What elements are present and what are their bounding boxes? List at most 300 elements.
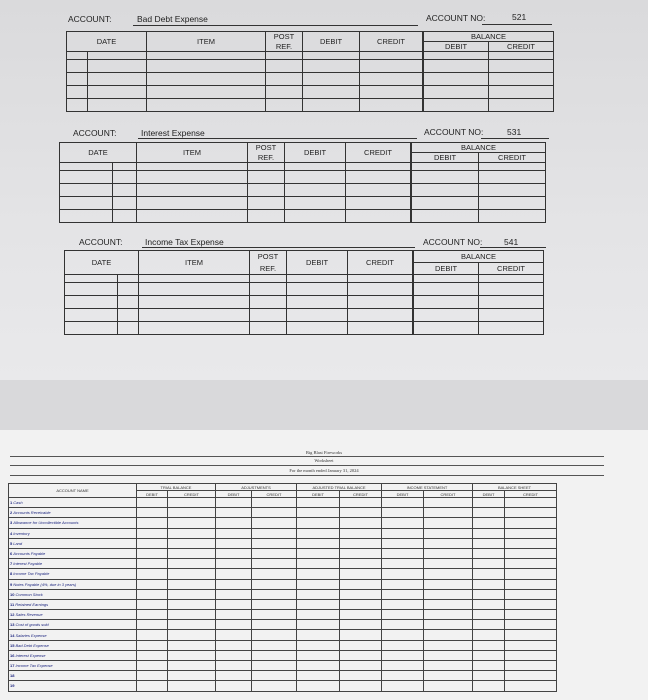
amount-cell[interactable] [252,589,297,599]
table-row [9,681,557,691]
amount-cell[interactable] [297,589,340,599]
amount-cell[interactable] [297,661,340,671]
amount-cell[interactable] [137,528,168,538]
amount-cell[interactable] [505,661,557,671]
table-row [9,640,557,650]
amount-cell[interactable] [473,548,505,558]
worksheet-period: For the month ended January 31, 2024 [289,468,359,473]
col-bal-credit: CREDIT [479,263,544,275]
row-number: 18 [10,673,15,679]
ledger-grid [59,142,546,223]
amount-cell[interactable] [340,681,382,691]
account-cell [9,589,137,599]
amount-cell[interactable] [473,661,505,671]
amount-cell[interactable] [252,630,297,640]
amount-cell[interactable] [473,538,505,548]
table-row [9,528,557,538]
amount-cell[interactable] [505,518,557,528]
account-cell [9,528,137,538]
amount-cell[interactable] [505,548,557,558]
amount-cell[interactable] [505,508,557,518]
amount-cell[interactable] [168,610,216,620]
amount-cell[interactable] [382,640,424,650]
amount-cell[interactable] [297,671,340,681]
amount-cell[interactable] [340,650,382,660]
row-number: 17 [10,663,15,669]
amount-cell[interactable] [340,548,382,558]
section-income-statement: INCOME STATEMENT [382,484,473,491]
amount-cell[interactable] [340,671,382,681]
amount-cell[interactable] [382,498,424,508]
amount-cell[interactable] [297,518,340,528]
amount-cell[interactable] [473,559,505,569]
col-bal-debit: DEBIT [423,42,489,52]
amount-cell[interactable] [382,610,424,620]
account-name: Accounts Payable [13,551,46,557]
amount-cell[interactable] [252,548,297,558]
account-name: Income Tax Expense [15,663,53,669]
table-row [9,559,557,569]
amount-cell[interactable] [216,538,252,548]
account-name: Inventory [13,530,30,536]
amount-cell[interactable] [168,579,216,589]
ledger-income-tax-expense [0,230,648,340]
amount-cell[interactable] [505,599,557,609]
amount-cell[interactable] [424,589,473,599]
col-bal-credit: CREDIT [479,153,546,163]
account-name: Cash [13,500,23,506]
amount-cell[interactable] [424,671,473,681]
table-row [9,548,557,558]
table-row [9,538,557,548]
amount-cell[interactable] [252,559,297,569]
amount-cell[interactable] [340,610,382,620]
amount-cell[interactable] [297,640,340,650]
is-debit: DEBIT [382,491,424,498]
amount-cell[interactable] [168,508,216,518]
account-name-header: ACCOUNT NAME [9,484,137,498]
amount-cell[interactable] [168,620,216,630]
worksheet [0,430,648,700]
amount-cell[interactable] [505,650,557,660]
amount-cell[interactable] [382,518,424,528]
amount-cell[interactable] [216,610,252,620]
amount-cell[interactable] [137,681,168,691]
row-number: 5 [10,540,13,546]
row-number: 2 [10,510,13,516]
amount-cell[interactable] [297,569,340,579]
amount-cell[interactable] [216,630,252,640]
amount-cell[interactable] [297,681,340,691]
amount-cell[interactable] [473,589,505,599]
amount-cell[interactable] [216,498,252,508]
account-name: Bad Debt Expense [137,14,208,24]
amount-cell[interactable] [505,589,557,599]
account-cell [9,498,137,508]
amount-cell[interactable] [340,599,382,609]
amount-cell[interactable] [137,661,168,671]
amount-cell[interactable] [382,589,424,599]
row-number: 9 [10,581,13,587]
amount-cell[interactable] [473,508,505,518]
amount-cell[interactable] [424,528,473,538]
amount-cell[interactable] [340,538,382,548]
ledger-grid [66,31,554,112]
amount-cell[interactable] [297,559,340,569]
account-name: Land [13,540,23,546]
amount-cell[interactable] [340,528,382,538]
amount-cell[interactable] [168,498,216,508]
amount-cell[interactable] [340,498,382,508]
atb-debit: DEBIT [297,491,340,498]
amount-cell[interactable] [252,518,297,528]
amount-cell[interactable] [216,508,252,518]
amount-cell[interactable] [216,620,252,630]
amount-cell[interactable] [252,508,297,518]
amount-cell[interactable] [382,620,424,630]
col-balance: BALANCE [411,143,546,153]
amount-cell[interactable] [216,671,252,681]
amount-cell[interactable] [424,681,473,691]
amount-cell[interactable] [424,620,473,630]
amount-cell[interactable] [424,508,473,518]
amount-cell[interactable] [424,610,473,620]
col-debit: DEBIT [285,143,346,163]
amount-cell[interactable] [137,620,168,630]
amount-cell[interactable] [168,661,216,671]
col-ref: REF. [266,42,303,52]
amount-cell[interactable] [382,538,424,548]
amount-cell[interactable] [252,498,297,508]
account-cell [9,620,137,630]
amount-cell[interactable] [473,579,505,589]
account-cell [9,681,137,691]
amount-cell[interactable] [473,599,505,609]
section-balance-sheet: BALANCE SHEET [473,484,557,491]
amount-cell[interactable] [297,579,340,589]
amount-cell[interactable] [424,498,473,508]
col-credit: CREDIT [360,32,424,52]
amount-cell[interactable] [473,620,505,630]
amount-cell[interactable] [137,518,168,528]
account-cell [9,599,137,609]
amount-cell[interactable] [137,508,168,518]
account-cell [9,661,137,671]
amount-cell[interactable] [382,559,424,569]
col-date: DATE [60,143,137,163]
amount-cell[interactable] [473,518,505,528]
amount-cell[interactable] [168,589,216,599]
amount-cell[interactable] [168,650,216,660]
amount-cell[interactable] [473,630,505,640]
amount-cell[interactable] [424,538,473,548]
worksheet-table [8,483,557,692]
amount-cell[interactable] [137,538,168,548]
account-no-label: ACCOUNT NO: [423,237,483,247]
amount-cell[interactable] [340,589,382,599]
amount-cell[interactable] [216,518,252,528]
amount-cell[interactable] [216,569,252,579]
amount-cell[interactable] [168,630,216,640]
ledger-bad-debt-expense [0,0,648,120]
amount-cell[interactable] [297,620,340,630]
col-balance: BALANCE [423,32,554,42]
atb-credit: CREDIT [340,491,382,498]
amount-cell[interactable] [137,498,168,508]
amount-cell[interactable] [137,589,168,599]
amount-cell[interactable] [137,579,168,589]
amount-cell[interactable] [424,661,473,671]
amount-cell[interactable] [252,579,297,589]
amount-cell[interactable] [340,559,382,569]
table-row [9,579,557,589]
amount-cell[interactable] [297,538,340,548]
amount-cell[interactable] [297,528,340,538]
section-adjusted-trial-balance: ADJUSTED TRIAL BALANCE [297,484,382,491]
col-debit: DEBIT [303,32,360,52]
amount-cell[interactable] [424,559,473,569]
col-post: POST [250,251,287,263]
row-number: 8 [10,571,13,577]
amount-cell[interactable] [424,579,473,589]
amount-cell[interactable] [168,599,216,609]
amount-cell[interactable] [252,681,297,691]
amount-cell[interactable] [216,599,252,609]
amount-cell[interactable] [340,518,382,528]
account-name: Retained Earnings [15,601,49,607]
row-number: 10 [10,591,15,597]
amount-cell[interactable] [168,559,216,569]
row-number: 19 [10,683,15,689]
amount-cell[interactable] [340,508,382,518]
amount-cell[interactable] [252,620,297,630]
amount-cell[interactable] [252,528,297,538]
amount-cell[interactable] [297,498,340,508]
amount-cell[interactable] [137,671,168,681]
amount-cell[interactable] [252,599,297,609]
table-row [9,498,557,508]
amount-cell[interactable] [505,620,557,630]
col-ref: REF. [248,153,285,163]
table-row [9,620,557,630]
amount-cell[interactable] [216,640,252,650]
amount-cell[interactable] [473,671,505,681]
col-bal-debit: DEBIT [411,153,479,163]
amount-cell[interactable] [424,650,473,660]
amount-cell[interactable] [505,559,557,569]
amount-cell[interactable] [137,640,168,650]
amount-cell[interactable] [216,548,252,558]
amount-cell[interactable] [424,548,473,558]
account-name: Accounts Receivable [13,510,51,516]
amount-cell[interactable] [424,630,473,640]
amount-cell[interactable] [137,599,168,609]
amount-cell[interactable] [473,681,505,691]
ledger-grid [64,250,544,335]
amount-cell[interactable] [505,579,557,589]
account-cell [9,518,137,528]
amount-cell[interactable] [340,640,382,650]
amount-cell[interactable] [505,569,557,579]
amount-cell[interactable] [252,569,297,579]
table-row [9,650,557,660]
section-adjustments: ADJUSTMENTS [216,484,297,491]
account-cell [9,671,137,681]
row-number: 15 [10,642,15,648]
amount-cell[interactable] [382,569,424,579]
amount-cell[interactable] [473,528,505,538]
amount-cell[interactable] [424,569,473,579]
amount-cell[interactable] [168,671,216,681]
amount-cell[interactable] [252,538,297,548]
amount-cell[interactable] [505,671,557,681]
amount-cell[interactable] [297,650,340,660]
amount-cell[interactable] [505,610,557,620]
account-cell [9,559,137,569]
col-ref: REF. [250,263,287,275]
amount-cell[interactable] [168,569,216,579]
amount-cell[interactable] [382,528,424,538]
table-row [9,599,557,609]
amount-cell[interactable] [216,528,252,538]
amount-cell[interactable] [137,650,168,660]
row-number: 13 [10,622,15,628]
account-cell [9,579,137,589]
row-number: 14 [10,632,15,638]
amount-cell[interactable] [340,569,382,579]
amount-cell[interactable] [505,630,557,640]
amount-cell[interactable] [382,630,424,640]
amount-cell[interactable] [168,518,216,528]
amount-cell[interactable] [424,599,473,609]
row-number: 7 [10,561,13,567]
account-name: Interest Payable [13,561,43,567]
amount-cell[interactable] [216,589,252,599]
account-name: Cost of goods sold [15,622,49,628]
amount-cell[interactable] [252,610,297,620]
amount-cell[interactable] [505,498,557,508]
amount-cell[interactable] [382,661,424,671]
amount-cell[interactable] [340,630,382,640]
amount-cell[interactable] [168,681,216,691]
account-name: Income Tax Payable [13,571,50,577]
amount-cell[interactable] [216,650,252,660]
amount-cell[interactable] [297,508,340,518]
worksheet-title: Worksheet [314,458,334,463]
amount-cell[interactable] [382,671,424,681]
amount-cell[interactable] [137,630,168,640]
col-balance: BALANCE [413,251,544,263]
account-label: ACCOUNT: [73,128,117,138]
is-credit: CREDIT [424,491,473,498]
account-name: Notes Payable (4%, due in 3 years) [13,581,77,587]
amount-cell[interactable] [216,681,252,691]
amount-cell[interactable] [505,528,557,538]
amount-cell[interactable] [297,630,340,640]
account-name: Interest Expense [15,652,46,658]
amount-cell[interactable] [297,610,340,620]
col-bal-debit: DEBIT [413,263,479,275]
col-credit: CREDIT [348,251,414,275]
amount-cell[interactable] [473,640,505,650]
account-cell [9,548,137,558]
amount-cell[interactable] [297,599,340,609]
table-row [9,630,557,640]
amount-cell[interactable] [216,579,252,589]
worksheet-rows [9,498,557,692]
amount-cell[interactable] [252,640,297,650]
table-row [9,518,557,528]
amount-cell[interactable] [473,650,505,660]
amount-cell[interactable] [168,538,216,548]
row-number: 1 [10,500,13,506]
account-cell [9,610,137,620]
amount-cell[interactable] [340,620,382,630]
bs-credit: CREDIT [505,491,557,498]
amount-cell[interactable] [137,559,168,569]
amount-cell[interactable] [473,498,505,508]
row-number: 11 [10,601,15,607]
amount-cell[interactable] [137,610,168,620]
amount-cell[interactable] [340,661,382,671]
account-cell [9,538,137,548]
amount-cell[interactable] [168,528,216,538]
amount-cell[interactable] [424,640,473,650]
amount-cell[interactable] [252,650,297,660]
amount-cell[interactable] [424,518,473,528]
amount-cell[interactable] [382,681,424,691]
account-name: Bad Debt Expense [15,642,49,648]
table-row [9,589,557,599]
amount-cell[interactable] [473,569,505,579]
row-number: 16 [10,652,15,658]
amount-cell[interactable] [340,579,382,589]
amount-cell[interactable] [505,640,557,650]
col-item: ITEM [147,32,266,52]
amount-cell[interactable] [252,661,297,671]
amount-cell[interactable] [505,538,557,548]
col-date: DATE [65,251,139,275]
amount-cell[interactable] [382,650,424,660]
account-no-label: ACCOUNT NO: [426,13,486,23]
account-cell [9,569,137,579]
amount-cell[interactable] [505,681,557,691]
amount-cell[interactable] [382,579,424,589]
amount-cell[interactable] [297,548,340,558]
row-number: 6 [10,551,13,557]
account-label: ACCOUNT: [79,237,123,247]
adj-credit: CREDIT [252,491,297,498]
account-name: Salaries Expense [15,632,47,638]
amount-cell[interactable] [137,569,168,579]
tb-debit: DEBIT [137,491,168,498]
amount-cell[interactable] [382,508,424,518]
amount-cell[interactable] [168,548,216,558]
amount-cell[interactable] [252,671,297,681]
col-date: DATE [67,32,147,52]
amount-cell[interactable] [137,548,168,558]
amount-cell[interactable] [216,559,252,569]
amount-cell[interactable] [168,640,216,650]
table-row [9,671,557,681]
bs-debit: DEBIT [473,491,505,498]
account-label: ACCOUNT: [68,14,112,24]
amount-cell[interactable] [216,661,252,671]
account-cell [9,508,137,518]
amount-cell[interactable] [473,610,505,620]
amount-cell[interactable] [382,599,424,609]
amount-cell[interactable] [382,548,424,558]
